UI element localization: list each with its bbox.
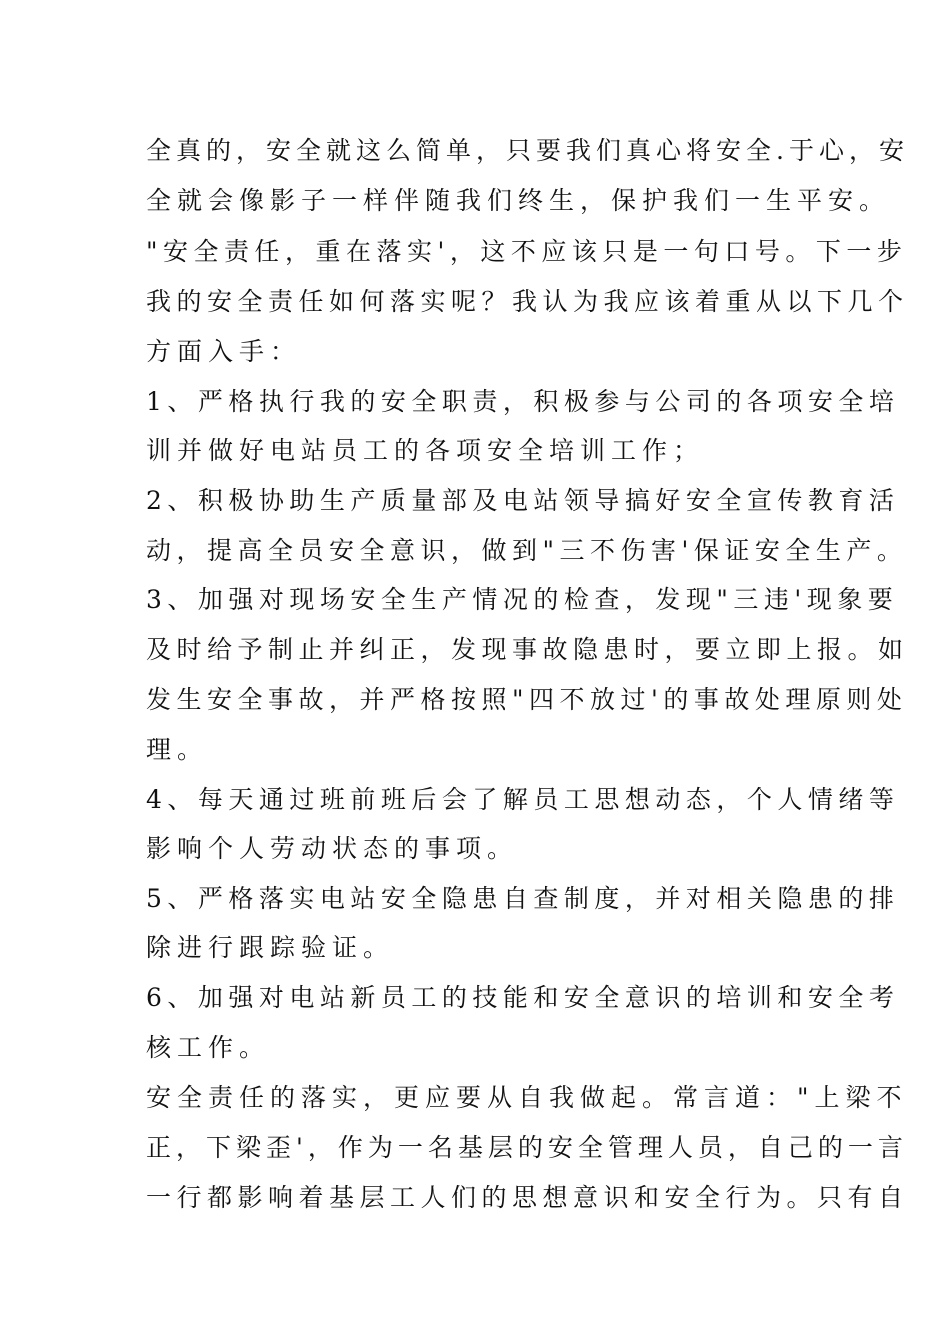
text-line: 方面入手：	[146, 337, 302, 366]
text-line: 5、严格落实电站安全隐患自查制度，并对相关隐患的排	[146, 884, 900, 913]
text-line: 理。	[146, 735, 209, 764]
text-line: 除进行跟踪验证。	[146, 933, 395, 962]
text-line: 2、积极协助生产质量部及电站领导搞好安全宣传教育活	[146, 486, 900, 515]
text-line: 3、加强对现场安全生产情况的检查，发现"三违'现象要	[146, 585, 899, 614]
text-line: 全就会像影子一样伴随我们终生，保护我们一生平安。	[146, 186, 891, 215]
text-line: 一行都影响着基层工人们的思想意识和安全行为。只有自	[146, 1183, 909, 1212]
text-line: "安全责任，重在落实'，这不应该只是一句口号。下一步	[146, 237, 908, 266]
text-line: 动，提高全员安全意识，做到"三不伤害'保证安全生产。	[146, 536, 908, 565]
text-line: 我的安全责任如何落实呢？我认为我应该着重从以下几个	[146, 287, 909, 316]
text-line: 全真的，安全就这么简单，只要我们真心将安全.于心，安	[146, 136, 909, 165]
text-line: 及时给予制止并纠正，发现事故隐患时，要立即上报。如	[146, 635, 909, 664]
text-line: 发生安全事故，并严格按照"四不放过'的事故处理原则处	[146, 685, 908, 714]
text-line: 安全责任的落实，更应要从自我做起。常言道："上梁不	[146, 1083, 908, 1112]
text-line: 核工作。	[146, 1033, 271, 1062]
text-line: 影响个人劳动状态的事项。	[146, 834, 519, 863]
text-line: 6、加强对电站新员工的技能和安全意识的培训和安全考	[146, 983, 900, 1012]
text-line: 正，下梁歪'，作为一名基层的安全管理人员，自己的一言	[146, 1133, 908, 1162]
text-line: 训并做好电站员工的各项安全培训工作；	[146, 436, 705, 465]
text-line: 1、严格执行我的安全职责，积极参与公司的各项安全培	[146, 387, 900, 416]
text-line: 4、每天通过班前班后会了解员工思想动态，个人情绪等	[146, 785, 900, 814]
